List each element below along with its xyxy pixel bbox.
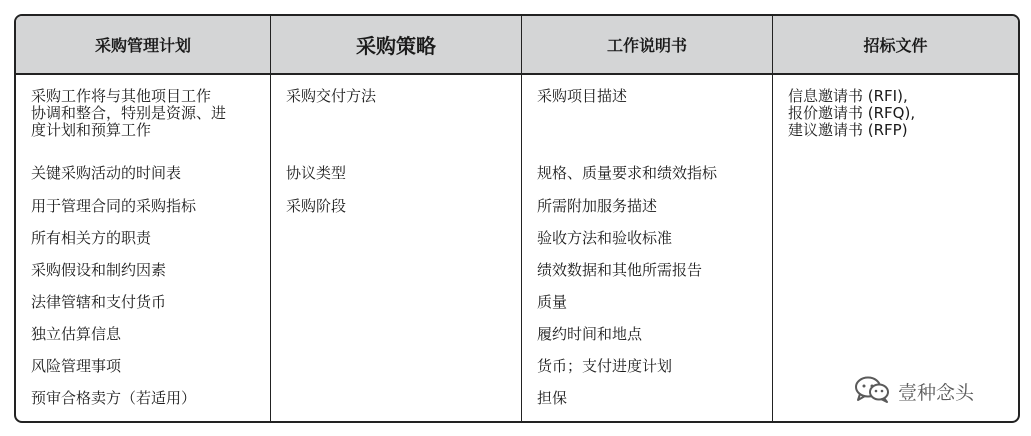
header-procurement-strategy: 采购策略: [270, 16, 521, 75]
list-item: 风险管理事项: [31, 357, 122, 375]
watermark-text: 壹种念头: [898, 381, 975, 404]
list-item: 所需附加服务描述: [537, 197, 658, 215]
list-item: 质量: [537, 293, 568, 311]
list-item: 用于管理合同的采购指标: [31, 197, 197, 215]
header-bid-documents: 招标文件: [772, 16, 1018, 75]
procurement-documents-table: [14, 14, 1020, 423]
column-procurement-strategy: [270, 75, 521, 421]
column-procurement-plan: [16, 75, 270, 421]
list-item: 规格、质量要求和绩效指标: [537, 164, 718, 182]
list-item: 关键采购活动的时间表: [31, 164, 182, 182]
list-item: 验收方法和验收标准: [537, 229, 673, 247]
header-statement-of-work: 工作说明书: [521, 16, 772, 75]
header-procurement-plan: 采购管理计划: [16, 16, 270, 75]
list-item: 采购项目描述: [537, 87, 628, 105]
list-item: 所有相关方的职责: [31, 229, 152, 247]
list-item: 预审合格卖方（若适用）: [31, 389, 197, 407]
list-item: 采购阶段: [286, 197, 347, 215]
wechat-icon: [854, 375, 892, 408]
list-item: 采购假设和制约因素: [31, 261, 167, 279]
list-item: 担保: [537, 389, 568, 407]
list-item: 法律管辖和支付货币: [31, 293, 167, 311]
list-item: 独立估算信息: [31, 325, 122, 343]
list-item: 采购交付方法: [286, 87, 377, 105]
list-item: 采购工作将与其他项目工作 协调和整合，特别是资源、进 度计划和预算工作: [31, 87, 227, 139]
list-item: 协议类型: [286, 164, 347, 182]
list-item: 信息邀请书 (RFI), 报价邀请书 (RFQ), 建议邀请书 (RFP): [788, 87, 916, 139]
watermark: [854, 375, 974, 407]
list-item: 货币；支付进度计划: [537, 357, 673, 375]
column-bid-documents: [772, 75, 1018, 421]
list-item: 履约时间和地点: [537, 325, 643, 343]
column-statement-of-work: [521, 75, 772, 421]
list-item: 绩效数据和其他所需报告: [537, 261, 703, 279]
